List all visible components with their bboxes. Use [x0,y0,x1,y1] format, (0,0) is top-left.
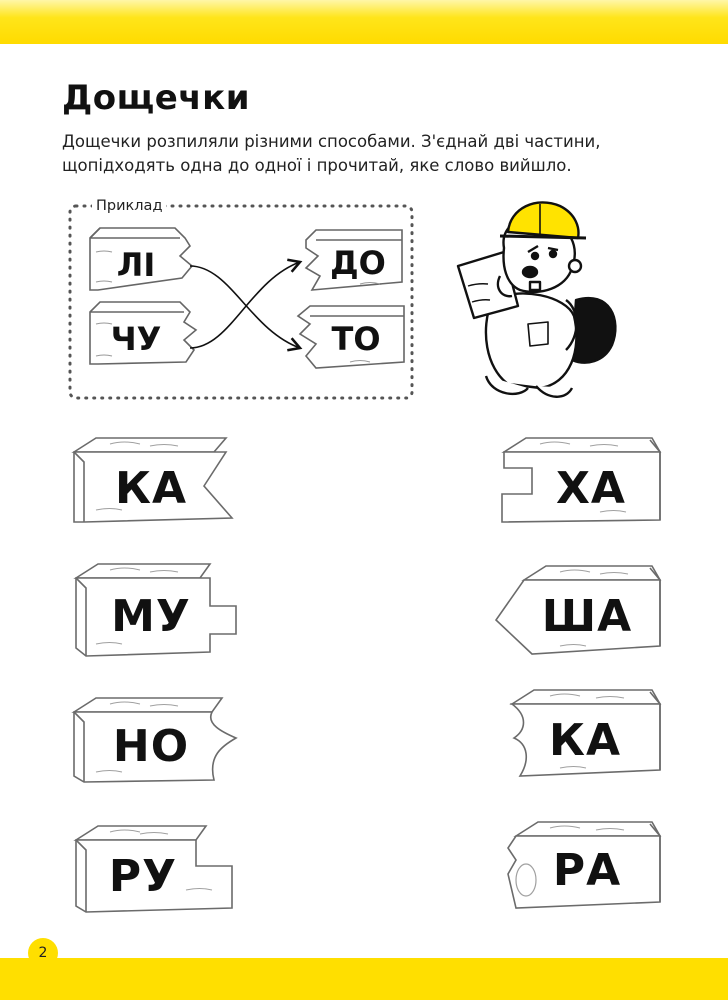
board-word-left-4: РУ [108,850,178,902]
example-word-left-1: ЛІ [116,246,156,284]
example-word-left-2: ЧУ [110,320,162,358]
instruction-line-2: щопідходять одна до одної і прочитай, яке слово вийшло. [62,156,572,175]
board-word-right-1: ХА [556,462,626,514]
page-title: Дощечки [62,78,251,118]
board-word-left-2: МУ [111,590,191,642]
board-word-right-3: КА [548,714,622,766]
example-label: Приклад [92,198,166,214]
board-word-left-1: КА [114,462,188,514]
page-number: 2 [28,938,58,968]
example-word-right-1: ДО [330,244,386,282]
beaver-builder-icon [458,202,615,396]
example-word-right-2: ТО [331,320,381,358]
board-word-right-2: ША [541,590,633,642]
board-word-left-3: НО [112,720,190,772]
bottom-yellow-band [0,958,728,1000]
instruction-line-1: Дощечки розпиляли різними способами. З'єднай дві частини, [62,132,601,151]
board-word-right-4: РА [552,844,622,896]
